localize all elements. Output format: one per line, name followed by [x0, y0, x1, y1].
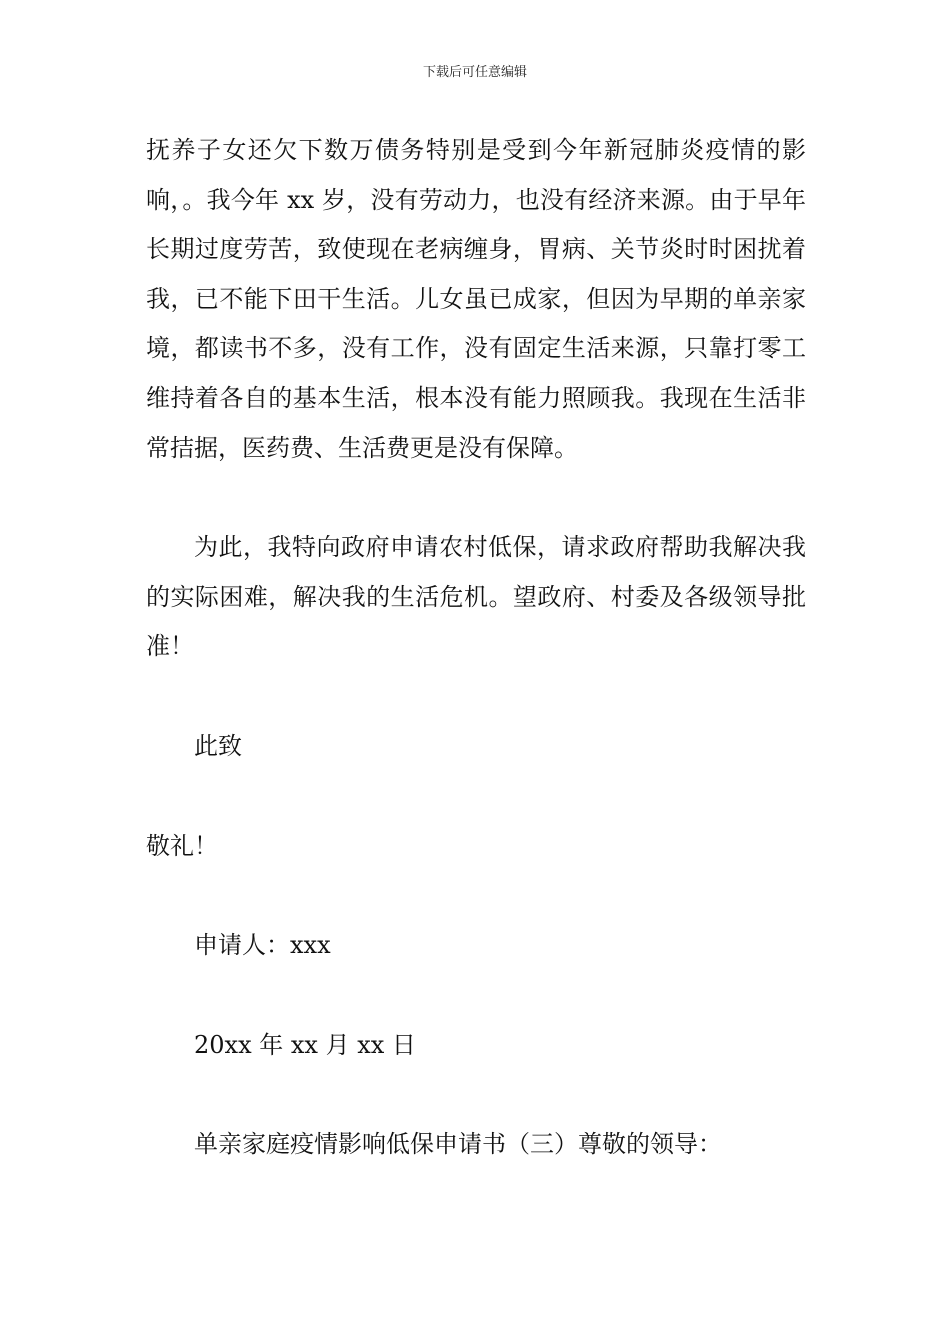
paragraph-salutation: 此致 [194, 731, 242, 760]
date-line: 20xx 年 xx 月 xx 日 [194, 1030, 416, 1059]
paragraph-regards: 敬礼！ [146, 831, 218, 860]
page-header-note: 下载后可任意编辑 [422, 65, 527, 80]
paragraph-hardship: 抚养子女还欠下数万债务特别是受到今年新冠肺炎疫情的影响，。我今年 xx 岁，没有劳动力，也没有经济来源。由于早年长期过度劳苦，致使现在老病缠身，胃病、关节炎时时困扰着我，已不能下田干生活。儿女虽已成家，但因为早期的单亲家境，都读书不多，没有工作，没有固定生活来源，只靠打零工维持着各自的基本生活，根本没有能力照顾我。我现在生活非常拮据，医药费、生活费更是没有保障。 [146, 136, 806, 462]
applicant-line: 申请人：xxx [194, 931, 331, 960]
paragraph-request: 为此，我特向政府申请农村低保，请求政府帮助我解决我的实际困难，解决我的生活危机。望政府、村委及各级领导批准！ [146, 533, 806, 661]
document-body [146, 126, 806, 1170]
next-section-title: 单亲家庭疫情影响低保申请书（三）尊敬的领导： [194, 1130, 722, 1159]
